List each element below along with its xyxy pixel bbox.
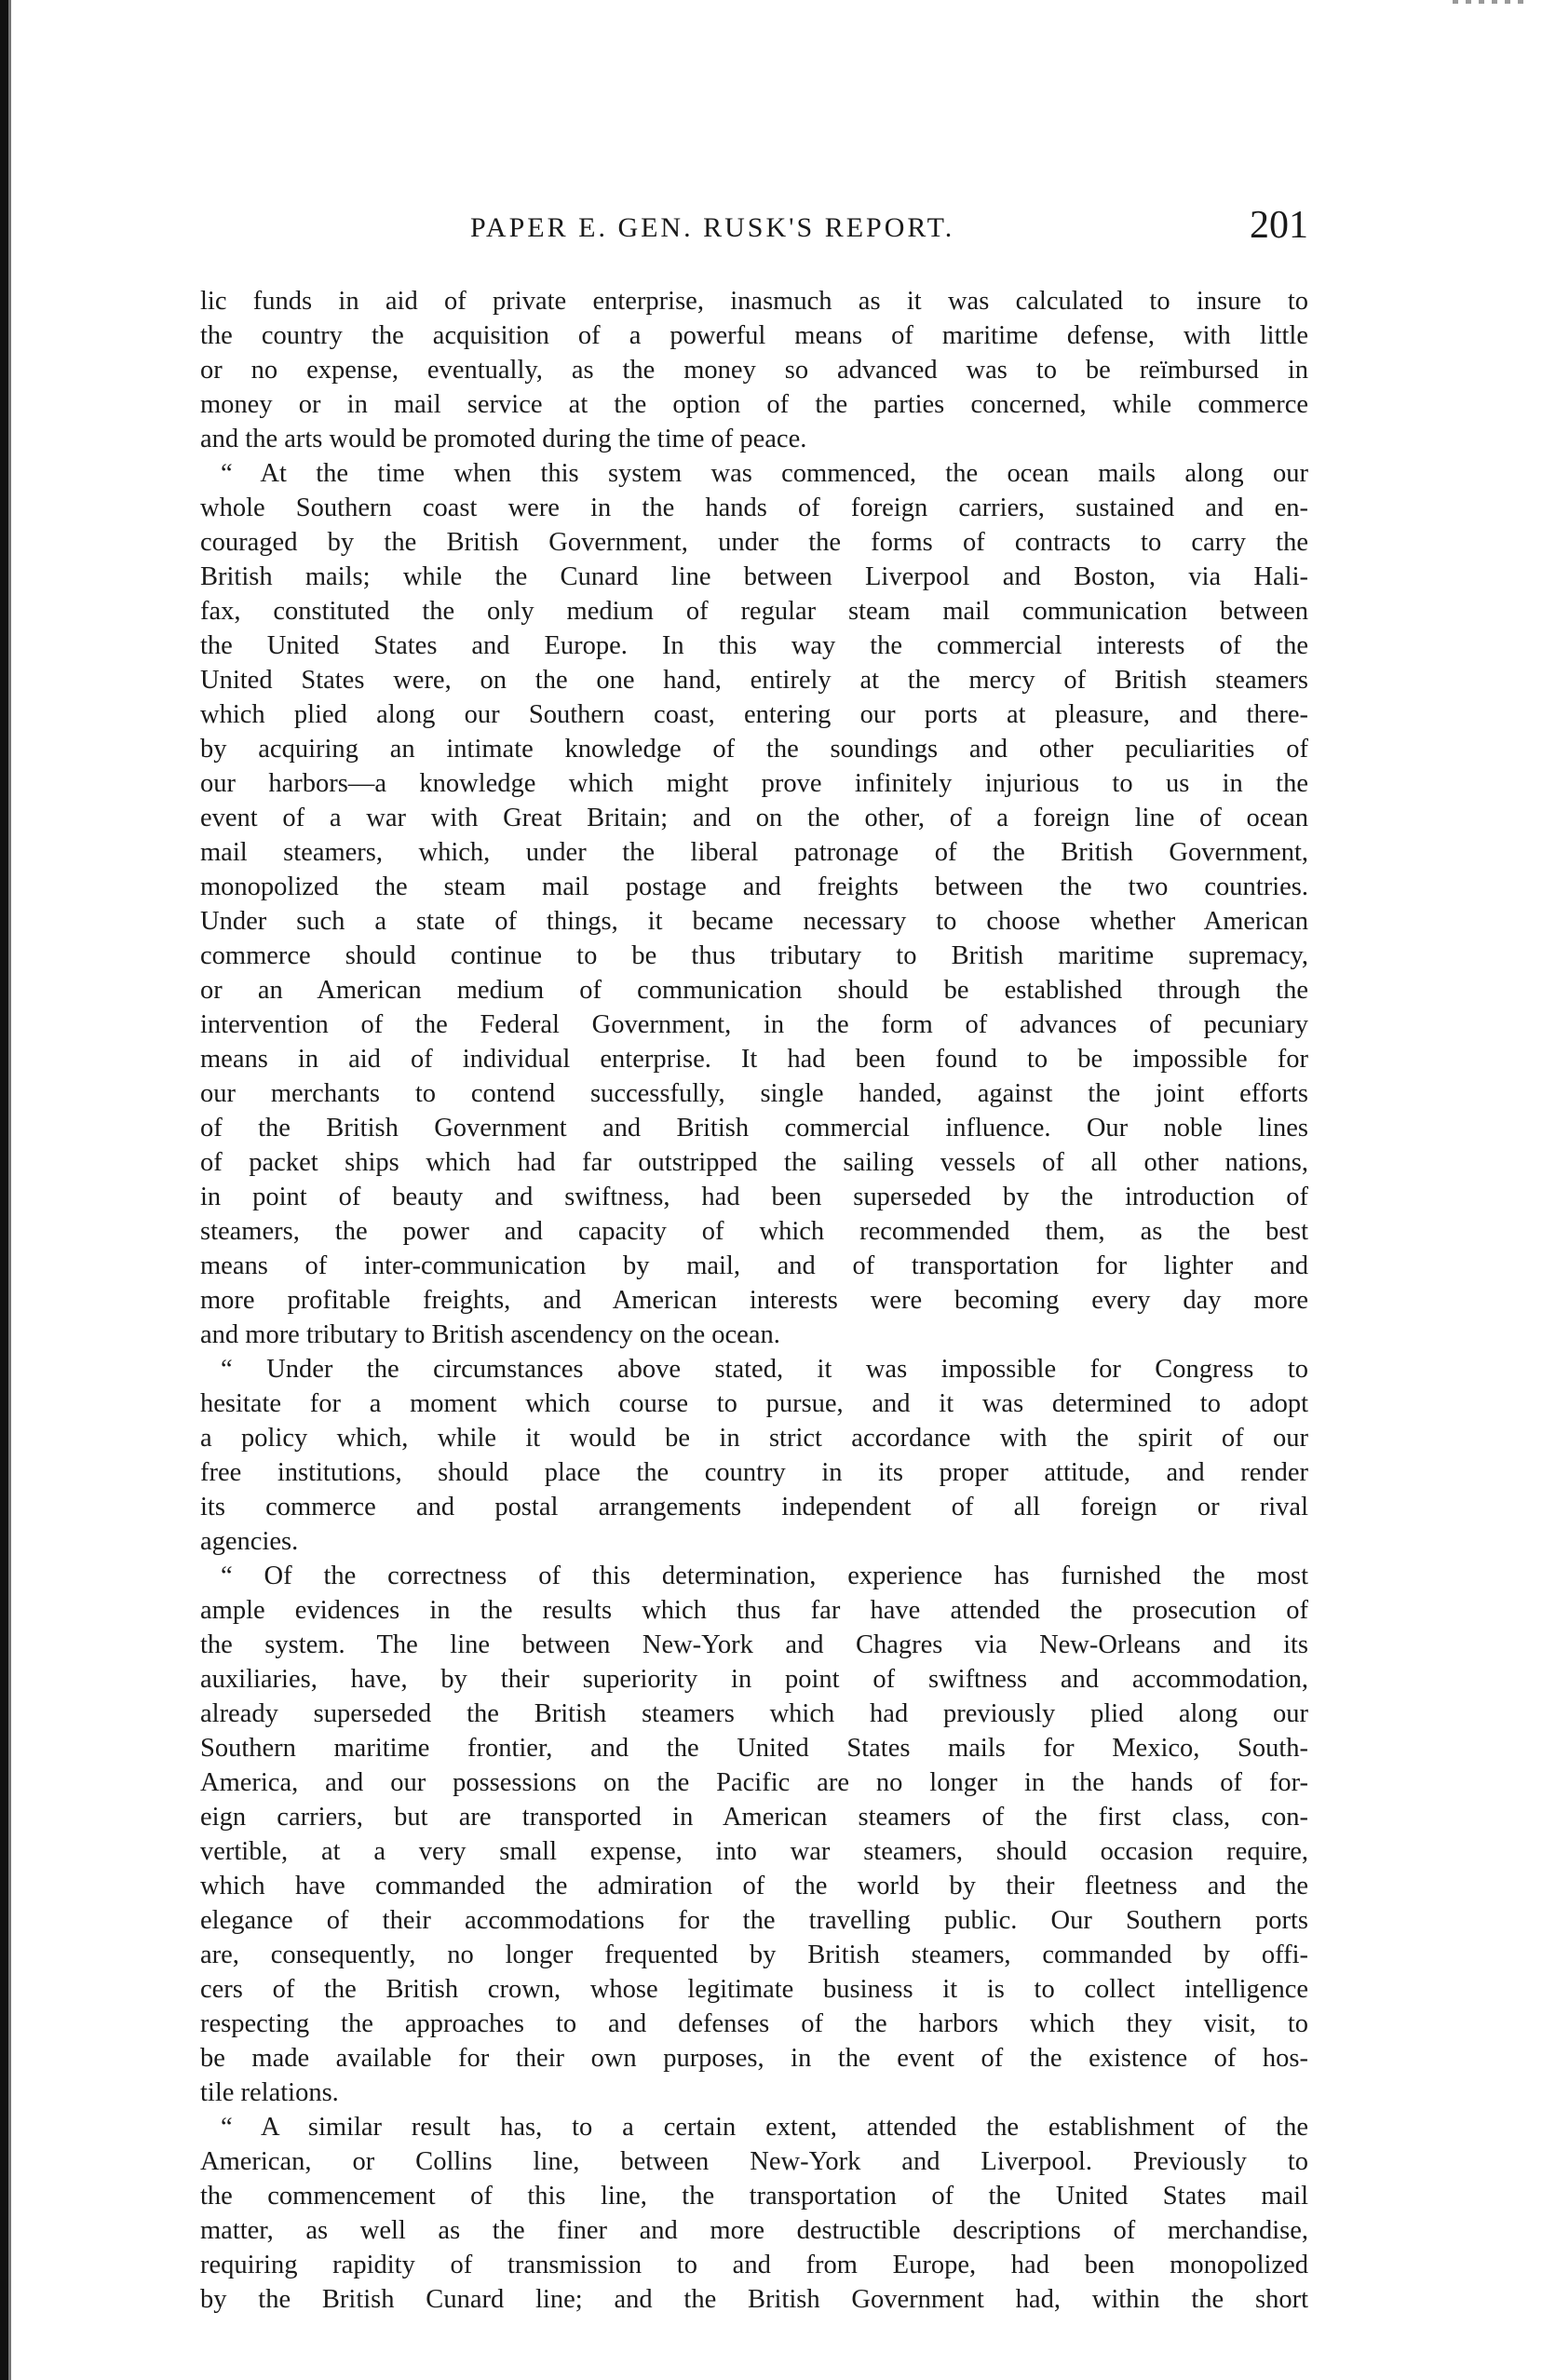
text-line: intervention of the Federal Government, in the form of advances of pecuniary [200,1010,1308,1039]
text-line: free institutions, should place the country in its proper attitude, and render [200,1458,1308,1487]
text-line: means in aid of individual enterprise. It had been found to be impossible for [200,1045,1308,1074]
text-line: and more tributary to British ascendency on the ocean. [200,1320,780,1349]
text-line: tile relations. [200,2078,339,2107]
text-line: cers of the British crown, whose legitimate business it is to collect intelligence [200,1975,1308,2004]
running-title: PAPER E. GEN. RUSK'S REPORT. [470,212,955,243]
text-line: “ At the time when this system was commenced, the ocean mails along our [221,459,1308,488]
text-line: our harbors—a knowledge which might prove infinitely injurious to us in the [200,769,1308,798]
text-line: “ Of the correctness of this determination, experience has furnished the most [221,1562,1308,1590]
text-line: the commencement of this line, the transportation of the United States mail [200,2182,1308,2211]
text-line: British mails; while the Cunard line between Liverpool and Boston, via Hali- [200,562,1308,591]
scan-border-shadow [8,0,11,2380]
text-line: which plied along our Southern coast, entering our ports at pleasure, and there- [200,700,1308,729]
text-line: American, or Collins line, between New-York and Liverpool. Previously to [200,2147,1308,2176]
text-line: be made available for their own purposes, in the event of the existence of hos- [200,2044,1308,2073]
text-line: commerce should continue to be thus tributary to British maritime supremacy, [200,941,1308,970]
scan-border [0,0,8,2380]
text-line: ample evidences in the results which thus far have attended the prosecution of [200,1596,1308,1625]
text-line: of the British Government and British commercial influence. Our noble lines [200,1114,1308,1143]
text-line: in point of beauty and swiftness, had been superseded by the introduction of [200,1183,1308,1211]
text-line: agencies. [200,1527,299,1556]
text-line: by acquiring an intimate knowledge of the soundings and other peculiarities of [200,735,1308,764]
text-line: by the British Cunard line; and the British Government had, within the short [200,2285,1308,2314]
text-line: lic funds in aid of private enterprise, inasmuch as it was calculated to insure to [200,287,1308,316]
page-header [200,204,1308,248]
body-text [200,284,1308,2317]
text-line: of packet ships which had far outstripped the sailing vessels of all other nations, [200,1148,1308,1177]
text-line: hesitate for a moment which course to pursue, and it was determined to adopt [200,1389,1308,1418]
text-line: and the arts would be promoted during the time of peace. [200,425,807,453]
page-number: 201 [1250,204,1308,247]
text-line: money or in mail service at the option of the parties concerned, while commerce [200,390,1308,419]
text-line: steamers, the power and capacity of which recommended them, as the best [200,1217,1308,1246]
text-line: auxiliaries, have, by their superiority in point of swiftness and accommodation, [200,1665,1308,1694]
text-line: vertible, at a very small expense, into war steamers, should occasion require, [200,1837,1308,1866]
text-line: eign carriers, but are transported in American steamers of the first class, con- [200,1803,1308,1832]
text-line: United States were, on the one hand, entirely at the mercy of British steamers [200,666,1308,695]
text-line: mail steamers, which, under the liberal patronage of the British Government, [200,838,1308,867]
text-line: already superseded the British steamers which had previously plied along our [200,1699,1308,1728]
text-line: more profitable freights, and American interests were becoming every day more [200,1286,1308,1315]
text-line: respecting the approaches to and defenses of the harbors which they visit, to [200,2009,1308,2038]
text-line: its commerce and postal arrangements independent of all foreign or rival [200,1493,1308,1521]
text-line: Under such a state of things, it became necessary to choose whether American [200,907,1308,936]
text-line: or an American medium of communication should be established through the [200,976,1308,1005]
text-line: which have commanded the admiration of the world by their fleetness and the [200,1872,1308,1900]
text-line: our merchants to contend successfully, single handed, against the joint efforts [200,1079,1308,1108]
text-line: means of inter-communication by mail, and of transportation for lighter and [200,1251,1308,1280]
text-line: the United States and Europe. In this way the commercial interests of the [200,631,1308,660]
text-line: elegance of their accommodations for the travelling public. Our Southern ports [200,1906,1308,1935]
text-line: fax, constituted the only medium of regular steam mail communication between [200,597,1308,626]
text-line: are, consequently, no longer frequented by British steamers, commanded by offi- [200,1941,1308,1969]
text-line: the country the acquisition of a powerful means of maritime defense, with little [200,321,1308,350]
text-line: requiring rapidity of transmission to and from Europe, had been monopolized [200,2251,1308,2279]
text-line: a policy which, while it would be in strict accordance with the spirit of our [200,1424,1308,1453]
text-line: matter, as well as the finer and more destructible descriptions of merchandise, [200,2216,1308,2245]
text-line: monopolized the steam mail postage and freights between the two countries. [200,872,1308,901]
text-line: couraged by the British Government, under the forms of contracts to carry the [200,528,1308,557]
text-line: America, and our possessions on the Pacific are no longer in the hands of for- [200,1768,1308,1797]
text-line: or no expense, eventually, as the money so advanced was to be reïmbursed in [200,356,1308,385]
text-line: Southern maritime frontier, and the United States mails for Mexico, South- [200,1734,1308,1763]
text-line: “ Under the circumstances above stated, it was impossible for Congress to [221,1355,1308,1384]
text-line: whole Southern coast were in the hands of foreign carriers, sustained and en- [200,494,1308,522]
scan-marks [1453,0,1527,4]
text-line: event of a war with Great Britain; and on the other, of a foreign line of ocean [200,804,1308,832]
text-line: the system. The line between New-York and Chagres via New-Orleans and its [200,1630,1308,1659]
text-line: “ A similar result has, to a certain extent, attended the establishment of the [221,2113,1308,2142]
